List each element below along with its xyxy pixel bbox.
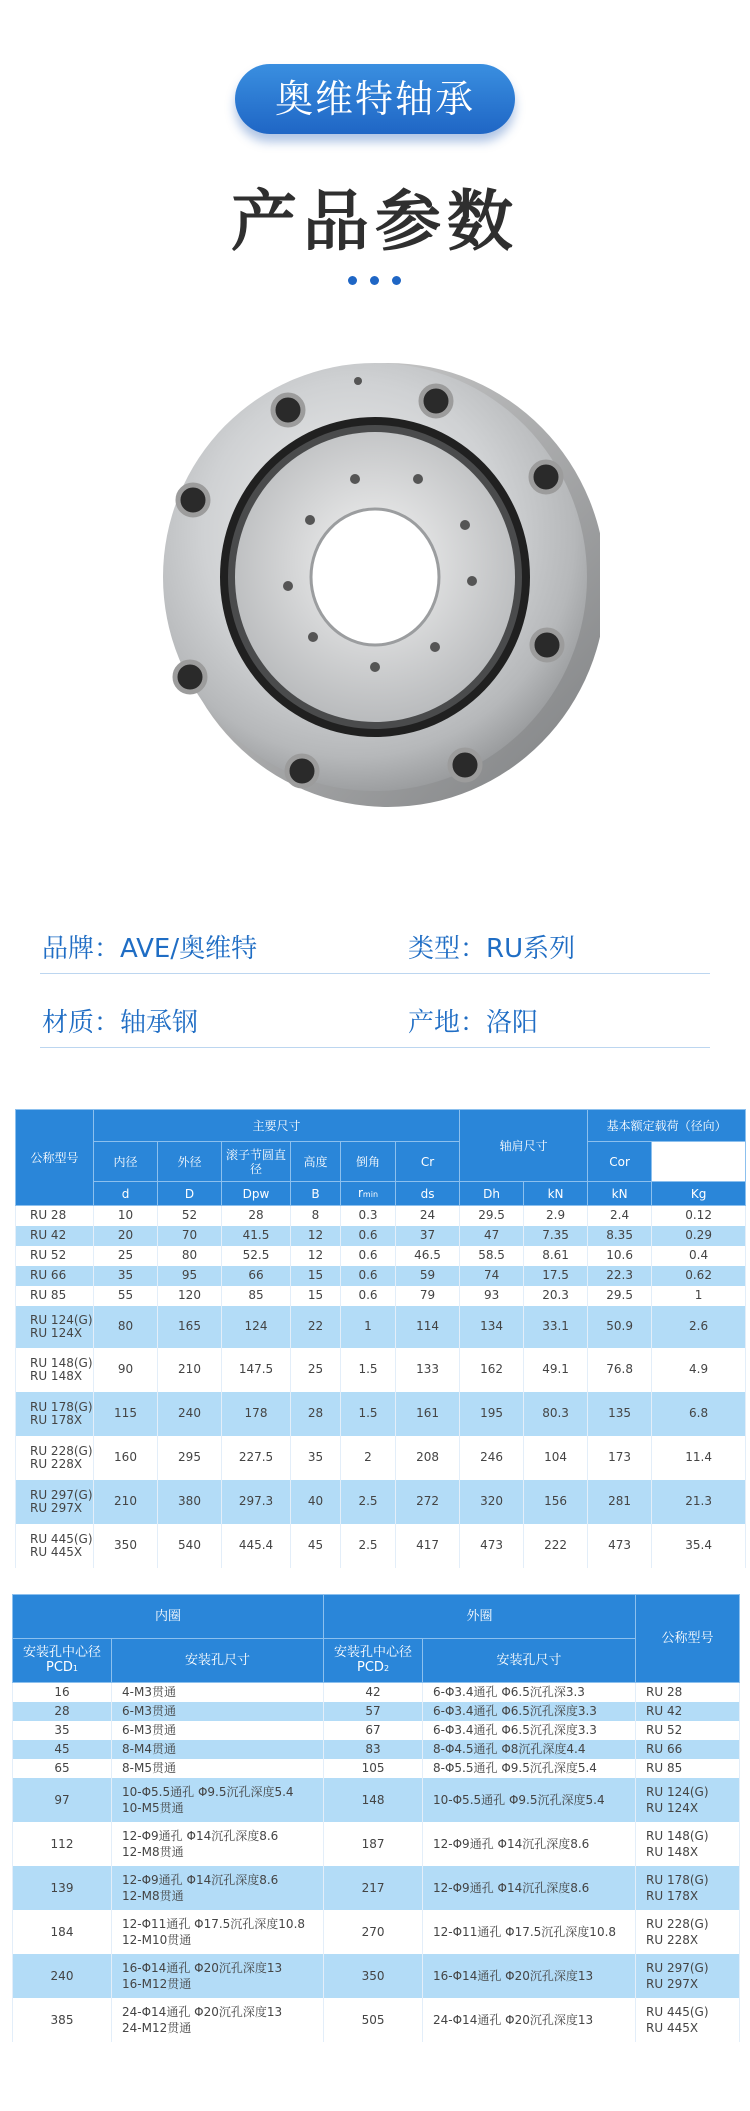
value-cell: 161 — [396, 1392, 460, 1436]
pcd-outer-cell: 505 — [324, 1998, 423, 2042]
col-cr: Cr — [396, 1142, 460, 1182]
model-cell: RU 28 — [636, 1683, 740, 1702]
table-row — [16, 1524, 746, 1568]
value-cell: 21.3 — [652, 1480, 746, 1524]
value-cell: 1 — [652, 1286, 746, 1306]
value-cell: 473 — [588, 1524, 652, 1568]
model-cell: RU 66 — [16, 1266, 94, 1286]
value-cell: 104 — [524, 1436, 588, 1480]
col-pcd-outer: 安装孔中心径 PCD2 — [324, 1639, 423, 1683]
table-row — [13, 1778, 740, 1822]
model-cell: RU 85 — [636, 1759, 740, 1778]
value-cell: 540 — [158, 1524, 222, 1568]
value-cell: 160 — [94, 1436, 158, 1480]
value-cell: 17.5 — [524, 1266, 588, 1286]
value-cell: 12 — [291, 1246, 341, 1266]
pcd-outer-cell: 350 — [324, 1954, 423, 1998]
value-cell: 4.9 — [652, 1348, 746, 1392]
pcd-inner-cell: 97 — [13, 1778, 112, 1822]
origin-value: 洛阳 — [486, 1008, 539, 1038]
table-row — [13, 1740, 740, 1759]
value-cell: 40 — [291, 1480, 341, 1524]
value-cell: 1.5 — [341, 1348, 396, 1392]
unit-dpw: Dpw — [222, 1182, 291, 1206]
table-row — [13, 1954, 740, 1998]
pcd-inner-cell: 16 — [13, 1683, 112, 1702]
value-cell: 24 — [396, 1206, 460, 1226]
value-cell: 6.8 — [652, 1392, 746, 1436]
value-cell: 80 — [158, 1246, 222, 1266]
hole-inner-cell: 6-M3贯通 — [112, 1702, 324, 1721]
hole-outer-cell: 24-Φ14通孔 Φ20沉孔深度13 — [423, 1998, 636, 2042]
hole-inner-cell: 12-Φ9通孔 Φ14沉孔深度8.6 12-M8贯通 — [112, 1866, 324, 1910]
value-cell: 2.4 — [588, 1206, 652, 1226]
value-cell: 33.1 — [524, 1306, 588, 1348]
value-cell: 20.3 — [524, 1286, 588, 1306]
col-chamfer: 倒角 — [341, 1142, 396, 1182]
table-row — [13, 1998, 740, 2042]
model-cell: RU 124(G) RU 124X — [636, 1778, 740, 1822]
value-cell: 93 — [460, 1286, 524, 1306]
col-pcd-inner: 安装孔中心径 PCD1 — [13, 1639, 112, 1683]
value-cell: 22 — [291, 1306, 341, 1348]
pcd-inner-cell: 184 — [13, 1910, 112, 1954]
pcd-outer-cell: 42 — [324, 1683, 423, 1702]
table-row — [16, 1206, 746, 1226]
model-cell: RU 85 — [16, 1286, 94, 1306]
hole-outer-cell: 6-Φ3.4通孔 Φ6.5沉孔深3.3 — [423, 1683, 636, 1702]
unit-kg: Kg — [652, 1182, 746, 1206]
model-cell: RU 42 — [636, 1702, 740, 1721]
model-cell: RU 124(G) RU 124X — [16, 1306, 94, 1348]
value-cell: 2.9 — [524, 1206, 588, 1226]
value-cell: 0.6 — [341, 1246, 396, 1266]
hole-inner-cell: 10-Φ5.5通孔 Φ9.5沉孔深度5.4 10-M5贯通 — [112, 1778, 324, 1822]
pcd-inner-cell: 385 — [13, 1998, 112, 2042]
value-cell: 46.5 — [396, 1246, 460, 1266]
value-cell: 115 — [94, 1392, 158, 1436]
value-cell: 55 — [94, 1286, 158, 1306]
value-cell: 15 — [291, 1266, 341, 1286]
value-cell: 28 — [291, 1392, 341, 1436]
col-height: 高度 — [291, 1142, 341, 1182]
unit-b: B — [291, 1182, 341, 1206]
unit-dh: Dh — [460, 1182, 524, 1206]
value-cell: 417 — [396, 1524, 460, 1568]
pcd-inner-cell: 35 — [13, 1721, 112, 1740]
col-pitch-dia: 滚子节圆直径 — [222, 1142, 291, 1182]
model-cell: RU 445(G) RU 445X — [636, 1998, 740, 2042]
value-cell: 222 — [524, 1524, 588, 1568]
value-cell: 58.5 — [460, 1246, 524, 1266]
value-cell: 0.4 — [652, 1246, 746, 1266]
value-cell: 133 — [396, 1348, 460, 1392]
hole-inner-cell: 8-M4贯通 — [112, 1740, 324, 1759]
value-cell: 114 — [396, 1306, 460, 1348]
brand-info — [42, 928, 257, 965]
model-cell: RU 228(G) RU 228X — [16, 1436, 94, 1480]
type-value: RU系列 — [486, 934, 576, 964]
value-cell: 208 — [396, 1436, 460, 1480]
model-cell: RU 297(G) RU 297X — [16, 1480, 94, 1524]
value-cell: 350 — [94, 1524, 158, 1568]
model-cell: RU 148(G) RU 148X — [16, 1348, 94, 1392]
value-cell: 12 — [291, 1226, 341, 1246]
value-cell: 0.6 — [341, 1226, 396, 1246]
col-cor: Cor — [588, 1142, 652, 1182]
mounting-table — [12, 1594, 740, 2042]
value-cell: 37 — [396, 1226, 460, 1246]
info-row-material — [40, 992, 710, 1048]
col-load: 基本额定载荷（径向） — [588, 1110, 746, 1142]
hole-outer-cell: 6-Φ3.4通孔 Φ6.5沉孔深度3.3 — [423, 1702, 636, 1721]
hole-outer-cell: 10-Φ5.5通孔 Φ9.5沉孔深度5.4 — [423, 1778, 636, 1822]
col-hole-outer: 安装孔尺寸 — [423, 1639, 636, 1683]
value-cell: 240 — [158, 1392, 222, 1436]
value-cell: 473 — [460, 1524, 524, 1568]
pcd-outer-cell: 270 — [324, 1910, 423, 1954]
value-cell: 66 — [222, 1266, 291, 1286]
value-cell: 80 — [94, 1306, 158, 1348]
value-cell: 195 — [460, 1392, 524, 1436]
col-model-2: 公称型号 — [636, 1595, 740, 1683]
hole-inner-cell: 8-M5贯通 — [112, 1759, 324, 1778]
value-cell: 29.5 — [588, 1286, 652, 1306]
pcd-outer-cell: 67 — [324, 1721, 423, 1740]
pcd-inner-cell: 139 — [13, 1866, 112, 1910]
col-hole-inner: 安装孔尺寸 — [112, 1639, 324, 1683]
unit-r: rmin — [341, 1182, 396, 1206]
value-cell: 90 — [94, 1348, 158, 1392]
table-row — [16, 1480, 746, 1524]
table-row — [16, 1306, 746, 1348]
value-cell: 2 — [341, 1436, 396, 1480]
value-cell: 0.12 — [652, 1206, 746, 1226]
info-row-brand — [40, 918, 710, 974]
spec-table-body — [16, 1206, 746, 1568]
value-cell: 8.61 — [524, 1246, 588, 1266]
mounting-table-body — [13, 1683, 740, 2042]
model-cell: RU 66 — [636, 1740, 740, 1759]
model-cell: RU 445(G) RU 445X — [16, 1524, 94, 1568]
value-cell: 281 — [588, 1480, 652, 1524]
model-cell: RU 228(G) RU 228X — [636, 1910, 740, 1954]
type-label: 类型： — [408, 934, 487, 964]
pcd-inner-cell: 28 — [13, 1702, 112, 1721]
value-cell: 49.1 — [524, 1348, 588, 1392]
value-cell: 35.4 — [652, 1524, 746, 1568]
model-cell: RU 52 — [636, 1721, 740, 1740]
brand-label: 品牌： — [42, 934, 121, 964]
value-cell: 0.3 — [341, 1206, 396, 1226]
value-cell: 29.5 — [460, 1206, 524, 1226]
table-row — [16, 1286, 746, 1306]
origin-info — [408, 1002, 538, 1039]
decorative-dots — [348, 276, 402, 286]
value-cell: 120 — [158, 1286, 222, 1306]
value-cell: 45 — [291, 1524, 341, 1568]
value-cell: 8.35 — [588, 1226, 652, 1246]
unit-D: D — [158, 1182, 222, 1206]
pcd-outer-cell: 148 — [324, 1778, 423, 1822]
value-cell: 76.8 — [588, 1348, 652, 1392]
value-cell: 2.5 — [341, 1524, 396, 1568]
value-cell: 178 — [222, 1392, 291, 1436]
value-cell: 320 — [460, 1480, 524, 1524]
value-cell: 85 — [222, 1286, 291, 1306]
value-cell: 20 — [94, 1226, 158, 1246]
value-cell: 0.29 — [652, 1226, 746, 1246]
table-row — [13, 1822, 740, 1866]
model-cell: RU 148(G) RU 148X — [636, 1822, 740, 1866]
col-model: 公称型号 — [16, 1110, 94, 1206]
value-cell: 52.5 — [222, 1246, 291, 1266]
hole-outer-cell: 12-Φ9通孔 Φ14沉孔深度8.6 — [423, 1866, 636, 1910]
model-cell: RU 52 — [16, 1246, 94, 1266]
bearing-image — [150, 345, 600, 815]
value-cell: 79 — [396, 1286, 460, 1306]
table-row — [16, 1246, 746, 1266]
value-cell: 10.6 — [588, 1246, 652, 1266]
value-cell: 272 — [396, 1480, 460, 1524]
pcd-inner-cell: 45 — [13, 1740, 112, 1759]
material-info — [42, 1002, 198, 1039]
value-cell: 297.3 — [222, 1480, 291, 1524]
value-cell: 80.3 — [524, 1392, 588, 1436]
pcd-outer-cell: 187 — [324, 1822, 423, 1866]
hole-inner-cell: 12-Φ9通孔 Φ14沉孔深度8.6 12-M8贯通 — [112, 1822, 324, 1866]
pcd-outer-cell: 217 — [324, 1866, 423, 1910]
unit-kn-cor: kN — [588, 1182, 652, 1206]
hole-outer-cell: 8-Φ4.5通孔 Φ8沉孔深度4.4 — [423, 1740, 636, 1759]
value-cell: 147.5 — [222, 1348, 291, 1392]
pcd-inner-cell: 240 — [13, 1954, 112, 1998]
value-cell: 134 — [460, 1306, 524, 1348]
value-cell: 74 — [460, 1266, 524, 1286]
model-cell: RU 178(G) RU 178X — [16, 1392, 94, 1436]
value-cell: 2.5 — [341, 1480, 396, 1524]
model-cell: RU 42 — [16, 1226, 94, 1246]
pcd-outer-cell: 83 — [324, 1740, 423, 1759]
table-row — [16, 1436, 746, 1480]
hole-inner-cell: 16-Φ14通孔 Φ20沉孔深度13 16-M12贯通 — [112, 1954, 324, 1998]
material-label: 材质： — [42, 1008, 121, 1038]
col-outer-ring: 外圈 — [324, 1595, 636, 1639]
value-cell: 156 — [524, 1480, 588, 1524]
hole-outer-cell: 12-Φ11通孔 Φ17.5沉孔深度10.8 — [423, 1910, 636, 1954]
material-value: 轴承钢 — [120, 1008, 199, 1038]
model-cell: RU 178(G) RU 178X — [636, 1866, 740, 1910]
table-row — [13, 1866, 740, 1910]
unit-d: d — [94, 1182, 158, 1206]
value-cell: 28 — [222, 1206, 291, 1226]
hole-outer-cell: 12-Φ9通孔 Φ14沉孔深度8.6 — [423, 1822, 636, 1866]
section-title: 产品参数 — [231, 183, 519, 260]
value-cell: 47 — [460, 1226, 524, 1246]
value-cell: 0.6 — [341, 1286, 396, 1306]
value-cell: 41.5 — [222, 1226, 291, 1246]
value-cell: 15 — [291, 1286, 341, 1306]
value-cell: 35 — [94, 1266, 158, 1286]
table-row — [13, 1759, 740, 1778]
table-row — [13, 1910, 740, 1954]
value-cell: 162 — [460, 1348, 524, 1392]
value-cell: 25 — [94, 1246, 158, 1266]
value-cell: 59 — [396, 1266, 460, 1286]
unit-kn-cr: kN — [524, 1182, 588, 1206]
value-cell: 22.3 — [588, 1266, 652, 1286]
type-info — [408, 928, 575, 965]
table-row — [16, 1266, 746, 1286]
spec-table — [15, 1109, 746, 1568]
value-cell: 380 — [158, 1480, 222, 1524]
model-cell: RU 28 — [16, 1206, 94, 1226]
brand-banner: 奥维特轴承 — [235, 64, 515, 134]
hole-outer-cell: 6-Φ3.4通孔 Φ6.5沉孔深度3.3 — [423, 1721, 636, 1740]
hole-outer-cell: 8-Φ5.5通孔 Φ9.5沉孔深度5.4 — [423, 1759, 636, 1778]
value-cell: 445.4 — [222, 1524, 291, 1568]
value-cell: 1.5 — [341, 1392, 396, 1436]
value-cell: 11.4 — [652, 1436, 746, 1480]
value-cell: 173 — [588, 1436, 652, 1480]
value-cell: 25 — [291, 1348, 341, 1392]
col-inner-dia: 内径 — [94, 1142, 158, 1182]
table-row — [13, 1683, 740, 1702]
value-cell: 52 — [158, 1206, 222, 1226]
col-inner-ring: 内圈 — [13, 1595, 324, 1639]
value-cell: 7.35 — [524, 1226, 588, 1246]
value-cell: 124 — [222, 1306, 291, 1348]
model-cell: RU 297(G) RU 297X — [636, 1954, 740, 1998]
col-outer-dia: 外径 — [158, 1142, 222, 1182]
value-cell: 165 — [158, 1306, 222, 1348]
table-row — [16, 1348, 746, 1392]
hole-inner-cell: 6-M3贯通 — [112, 1721, 324, 1740]
hole-inner-cell: 24-Φ14通孔 Φ20沉孔深度13 24-M12贯通 — [112, 1998, 324, 2042]
value-cell: 227.5 — [222, 1436, 291, 1480]
table-row — [13, 1702, 740, 1721]
value-cell: 2.6 — [652, 1306, 746, 1348]
pcd-outer-cell: 57 — [324, 1702, 423, 1721]
hole-outer-cell: 16-Φ14通孔 Φ20沉孔深度13 — [423, 1954, 636, 1998]
pcd-inner-cell: 65 — [13, 1759, 112, 1778]
value-cell: 246 — [460, 1436, 524, 1480]
origin-label: 产地： — [408, 1008, 487, 1038]
col-main-size: 主要尺寸 — [94, 1110, 460, 1142]
value-cell: 0.62 — [652, 1266, 746, 1286]
value-cell: 10 — [94, 1206, 158, 1226]
value-cell: 210 — [94, 1480, 158, 1524]
value-cell: 0.6 — [341, 1266, 396, 1286]
table-row — [16, 1226, 746, 1246]
value-cell: 135 — [588, 1392, 652, 1436]
value-cell: 35 — [291, 1436, 341, 1480]
unit-ds: ds — [396, 1182, 460, 1206]
table-row — [16, 1392, 746, 1436]
value-cell: 210 — [158, 1348, 222, 1392]
col-shoulder: 轴肩尺寸 — [460, 1110, 588, 1182]
table-row — [13, 1721, 740, 1740]
value-cell: 70 — [158, 1226, 222, 1246]
hole-inner-cell: 12-Φ11通孔 Φ17.5沉孔深度10.8 12-M10贯通 — [112, 1910, 324, 1954]
hole-inner-cell: 4-M3贯通 — [112, 1683, 324, 1702]
value-cell: 95 — [158, 1266, 222, 1286]
value-cell: 1 — [341, 1306, 396, 1348]
brand-value: AVE/奥维特 — [120, 934, 258, 964]
value-cell: 295 — [158, 1436, 222, 1480]
pcd-inner-cell: 112 — [13, 1822, 112, 1866]
value-cell: 50.9 — [588, 1306, 652, 1348]
pcd-outer-cell: 105 — [324, 1759, 423, 1778]
value-cell: 8 — [291, 1206, 341, 1226]
